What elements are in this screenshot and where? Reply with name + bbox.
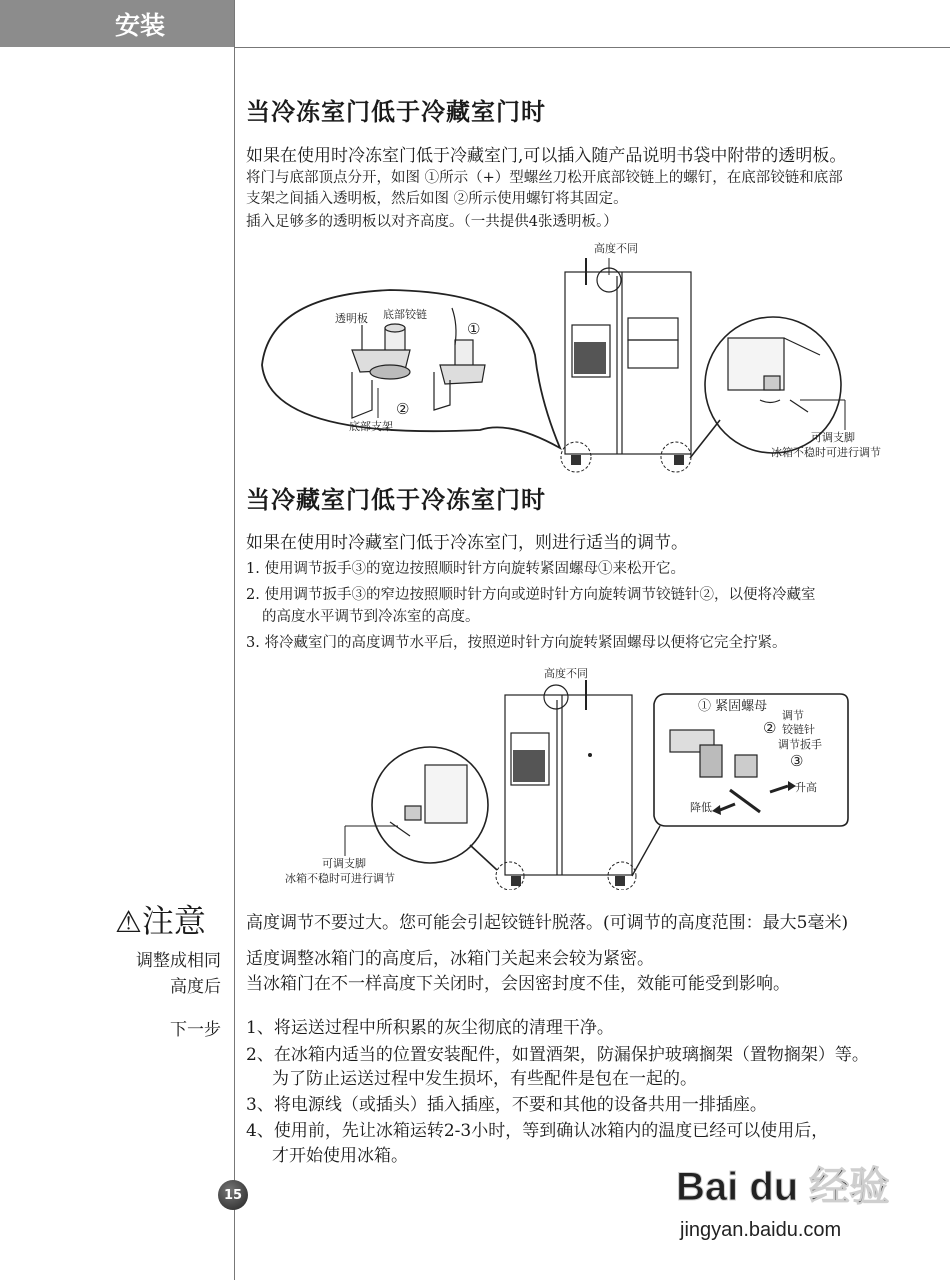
after-adjust-line: 适度调整冰箱门的高度后，冰箱门关起来会较为紧密。 — [246, 949, 654, 969]
hinge-pin-marker: ② — [763, 719, 777, 737]
lock-nut-label: ① 紧固螺母 — [698, 699, 768, 714]
section1-body-line: 支架之间插入透明板，然后如图 ②所示使用螺钉将其固定。 — [246, 191, 628, 207]
watermark-url: jingyan.baidu.com — [680, 1219, 842, 1241]
after-adjust-line: 当冰箱门在不一样高度下关闭时，会因密封度不佳，效能可能受到影响。 — [246, 974, 790, 994]
fig2-height-diff-label: 高度不同 — [544, 667, 588, 680]
caution-text: 高度调节不要过大。您可能会引起铰链针脱落。(可调节的高度范围：最大5毫米) — [246, 913, 849, 933]
adj-foot-label: 可调支脚 — [811, 431, 855, 444]
next-step-item: 为了防止运送过程中发生损坏，有些配件是包在一起的。 — [272, 1069, 697, 1089]
adj-foot-note: 冰箱不稳时可进行调节 — [771, 446, 881, 459]
section2-step: 1. 使用调节扳手③的宽边按照顺时针方向旋转紧固螺母①来松开它。 — [246, 561, 685, 577]
wrench-marker: ③ — [790, 752, 804, 770]
adj-foot-label-2: 可调支脚 — [322, 857, 366, 870]
baidu-watermark — [670, 1140, 900, 1250]
hinge-pin-label-1: 调节 — [782, 709, 804, 722]
page-number: 15 — [218, 1180, 248, 1210]
adj-foot-note-2: 冰箱不稳时可进行调节 — [285, 872, 395, 885]
fridge-outline-2 — [505, 695, 632, 875]
lower-label: 降低 — [690, 801, 712, 814]
wrench-label: 调节扳手 — [778, 738, 822, 751]
bottom-bracket-label: 底部支架 — [349, 420, 393, 433]
transparent-plate-label: 透明板 — [335, 312, 368, 325]
section-title: 安装 — [115, 10, 166, 40]
marker-2: ② — [396, 400, 410, 418]
section-title-tab — [0, 0, 235, 47]
marker-1: ① — [467, 320, 481, 338]
after-adjust-label-line2: 高度后 — [170, 977, 221, 997]
margin-divider — [234, 0, 235, 1280]
section1-lead: 如果在使用时冷冻室门低于冷藏室门,可以插入随产品说明书袋中附带的透明板。 — [246, 146, 847, 166]
section1-body-line: 将门与底部顶点分开，如图 ①所示（+）型螺丝刀松开底部铰链上的螺钉，在底部铰链和底部 — [246, 170, 843, 186]
watermark-brand: Bai du 经验 — [676, 1165, 890, 1209]
after-adjust-label-line1: 调整成相同 — [136, 951, 221, 971]
section2-heading: 当冷藏室门低于冷冻室门时 — [246, 486, 546, 514]
figure-freezer-lower — [255, 235, 905, 480]
fig1-height-diff-label: 高度不同 — [594, 242, 638, 255]
section2-lead: 如果在使用时冷藏室门低于冷冻室门，则进行适当的调节。 — [246, 533, 688, 553]
next-step-item: 1、将运送过程中所积累的灰尘彻底的清理干净。 — [246, 1018, 614, 1038]
caution-title: 注意 — [141, 902, 206, 940]
section1-heading: 当冷冻室门低于冷藏室门时 — [246, 98, 546, 126]
section2-step: 2. 使用调节扳手③的窄边按照顺时针方向或逆时针方向旋转调节铰链针②，以便将冷藏室 — [246, 587, 816, 603]
figure-fridge-lower — [280, 658, 880, 890]
header-divider — [235, 47, 950, 48]
next-step-item: 3、将电源线（或插头）插入插座，不要和其他的设备共用一排插座。 — [246, 1095, 767, 1115]
hinge-pin-label-2: 铰链针 — [782, 723, 815, 736]
dispenser-panel — [574, 342, 606, 374]
bottom-hinge-label: 底部铰链 — [383, 308, 427, 321]
section2-step: 的高度水平调节到冷冻室的高度。 — [262, 609, 480, 625]
section2-step: 3. 将冷藏室门的高度调节水平后，按照逆时针方向旋转紧固螺母以便将它完全拧紧。 — [246, 635, 787, 651]
next-step-item: 才开始使用冰箱。 — [272, 1146, 408, 1166]
next-steps-label: 下一步 — [170, 1020, 221, 1040]
warning-triangle-icon: ⚠ — [115, 905, 142, 940]
next-step-item: 2、在冰箱内适当的位置安装配件，如置酒架，防漏保护玻璃搁架（置物搁架）等。 — [246, 1045, 869, 1065]
caution-heading — [115, 896, 206, 942]
raise-label: 升高 — [795, 781, 817, 794]
next-step-item: 4、使用前，先让冰箱运转2-3小时，等到确认冰箱内的温度已经可以使用后， — [246, 1121, 829, 1141]
section1-body-line: 插入足够多的透明板以对齐高度。（一共提供4张透明板。） — [246, 214, 618, 230]
